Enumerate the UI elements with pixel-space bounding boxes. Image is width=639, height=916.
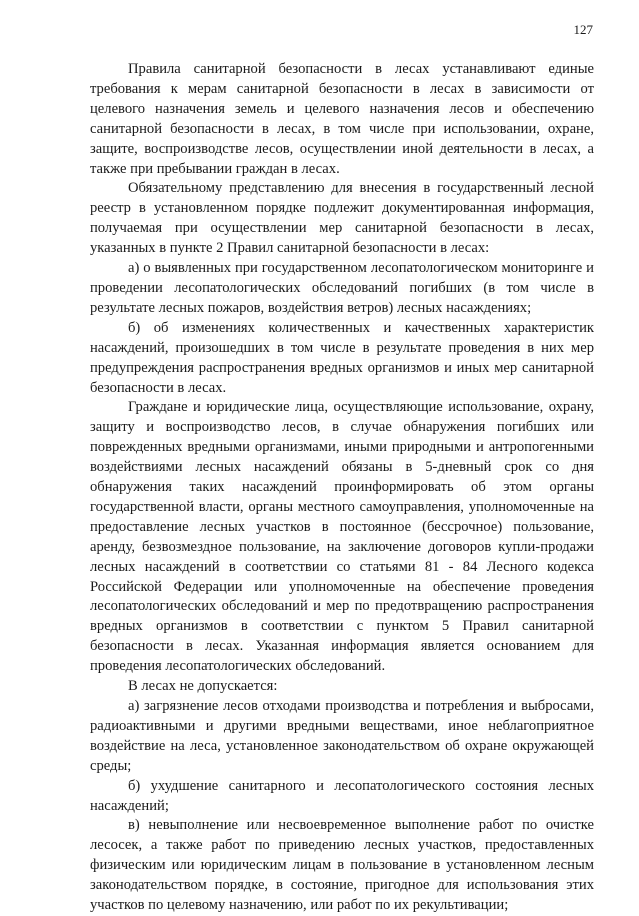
paragraph-mandatory-information: Обязательному представлению для внесения в государственный лесной реестр в установленном порядке подлежит документированная информация, получаемая при осуществлении мер санитарной безопасности в лесах, указанных в пункте 2 Правил санитарной безопасности в лесах: bbox=[90, 180, 594, 257]
paragraph-prohibitions-heading: В лесах не допускается: bbox=[128, 678, 278, 695]
list-item-c-nonperformance: в) невыполнение или несвоевременное выполнение работ по очистке лесосек, а также работ по приведению лесных участков, предоставленных физическим или юридическим лицам в пользование в установленном лесным законодательством порядке, в состояние, пригодное для использования этих участков по целевому назначению, или работ по их рекультивации; bbox=[90, 817, 594, 914]
paragraph-reporting-obligation: Граждане и юридические лица, осуществляющие использование, охрану, защиту и воспроизводство лесов, в случае обнаружения погибших или поврежденных вредными организмами, иными природными и антропогенными воздействиями лесных насаждений обязаны в 5-дневный срок со дня обнаружения таких насаждений проинформировать об этом органы государственной власти, органы местного самоуправления, уполномоченные на предоставление лесных участков в постоянное (бессрочное) пользование, аренду, безвозмездное пользование, на заключение договоров купли-продажи лесных насаждений в соответствии со статьями 81 - 84 Лесного кодекса Российской Федерации или уполномоченные на обеспечение проведения лесопатологических обследований и мер по предотвращению распространения вредных организмов в соответствии с пунктом 5 Правил санитарной безопасности в лесах. Указанная информация является основанием для проведения лесопатологических обследований. bbox=[90, 399, 594, 675]
paragraph-scope-of-rules: Правила санитарной безопасности в лесах устанавливают единые требования к мерам санитарной безопасности в лесах в зависимости от целевого назначения земель и целевого назначения лесов и обеспечению санитарной безопасности в лесах, в том числе при использовании, охране, защите, воспроизводстве лесов, осуществлении иной деятельности в лесах, а также при пребывании граждан в лесах. bbox=[90, 61, 594, 177]
page-number: 127 bbox=[573, 22, 593, 37]
document-body bbox=[90, 60, 594, 916]
list-item-b-deterioration: б) ухудшение санитарного и лесопатологического состояния лесных насаждений; bbox=[90, 777, 594, 814]
list-item-a-dead-stands: а) о выявленных при государственном лесопатологическом мониторинге и проведении лесопатологических обследований погибших (в том числе в результате лесных пожаров, воздействия ветров) лесных насаждениях; bbox=[90, 260, 594, 316]
list-item-b-stand-changes: б) об изменениях количественных и качественных характеристик насаждений, произошедших в том числе в результате проведения в них мер предупреждения распространения вредных организмов и иных мер санитарной безопасности в лесах. bbox=[90, 319, 594, 396]
list-item-a-pollution: а) загрязнение лесов отходами производства и потребления и выбросами, радиоактивными и другими вредными веществами, иное неблагоприятное воздействие на леса, установленное законодательством об охране окружающей среды; bbox=[90, 698, 594, 774]
